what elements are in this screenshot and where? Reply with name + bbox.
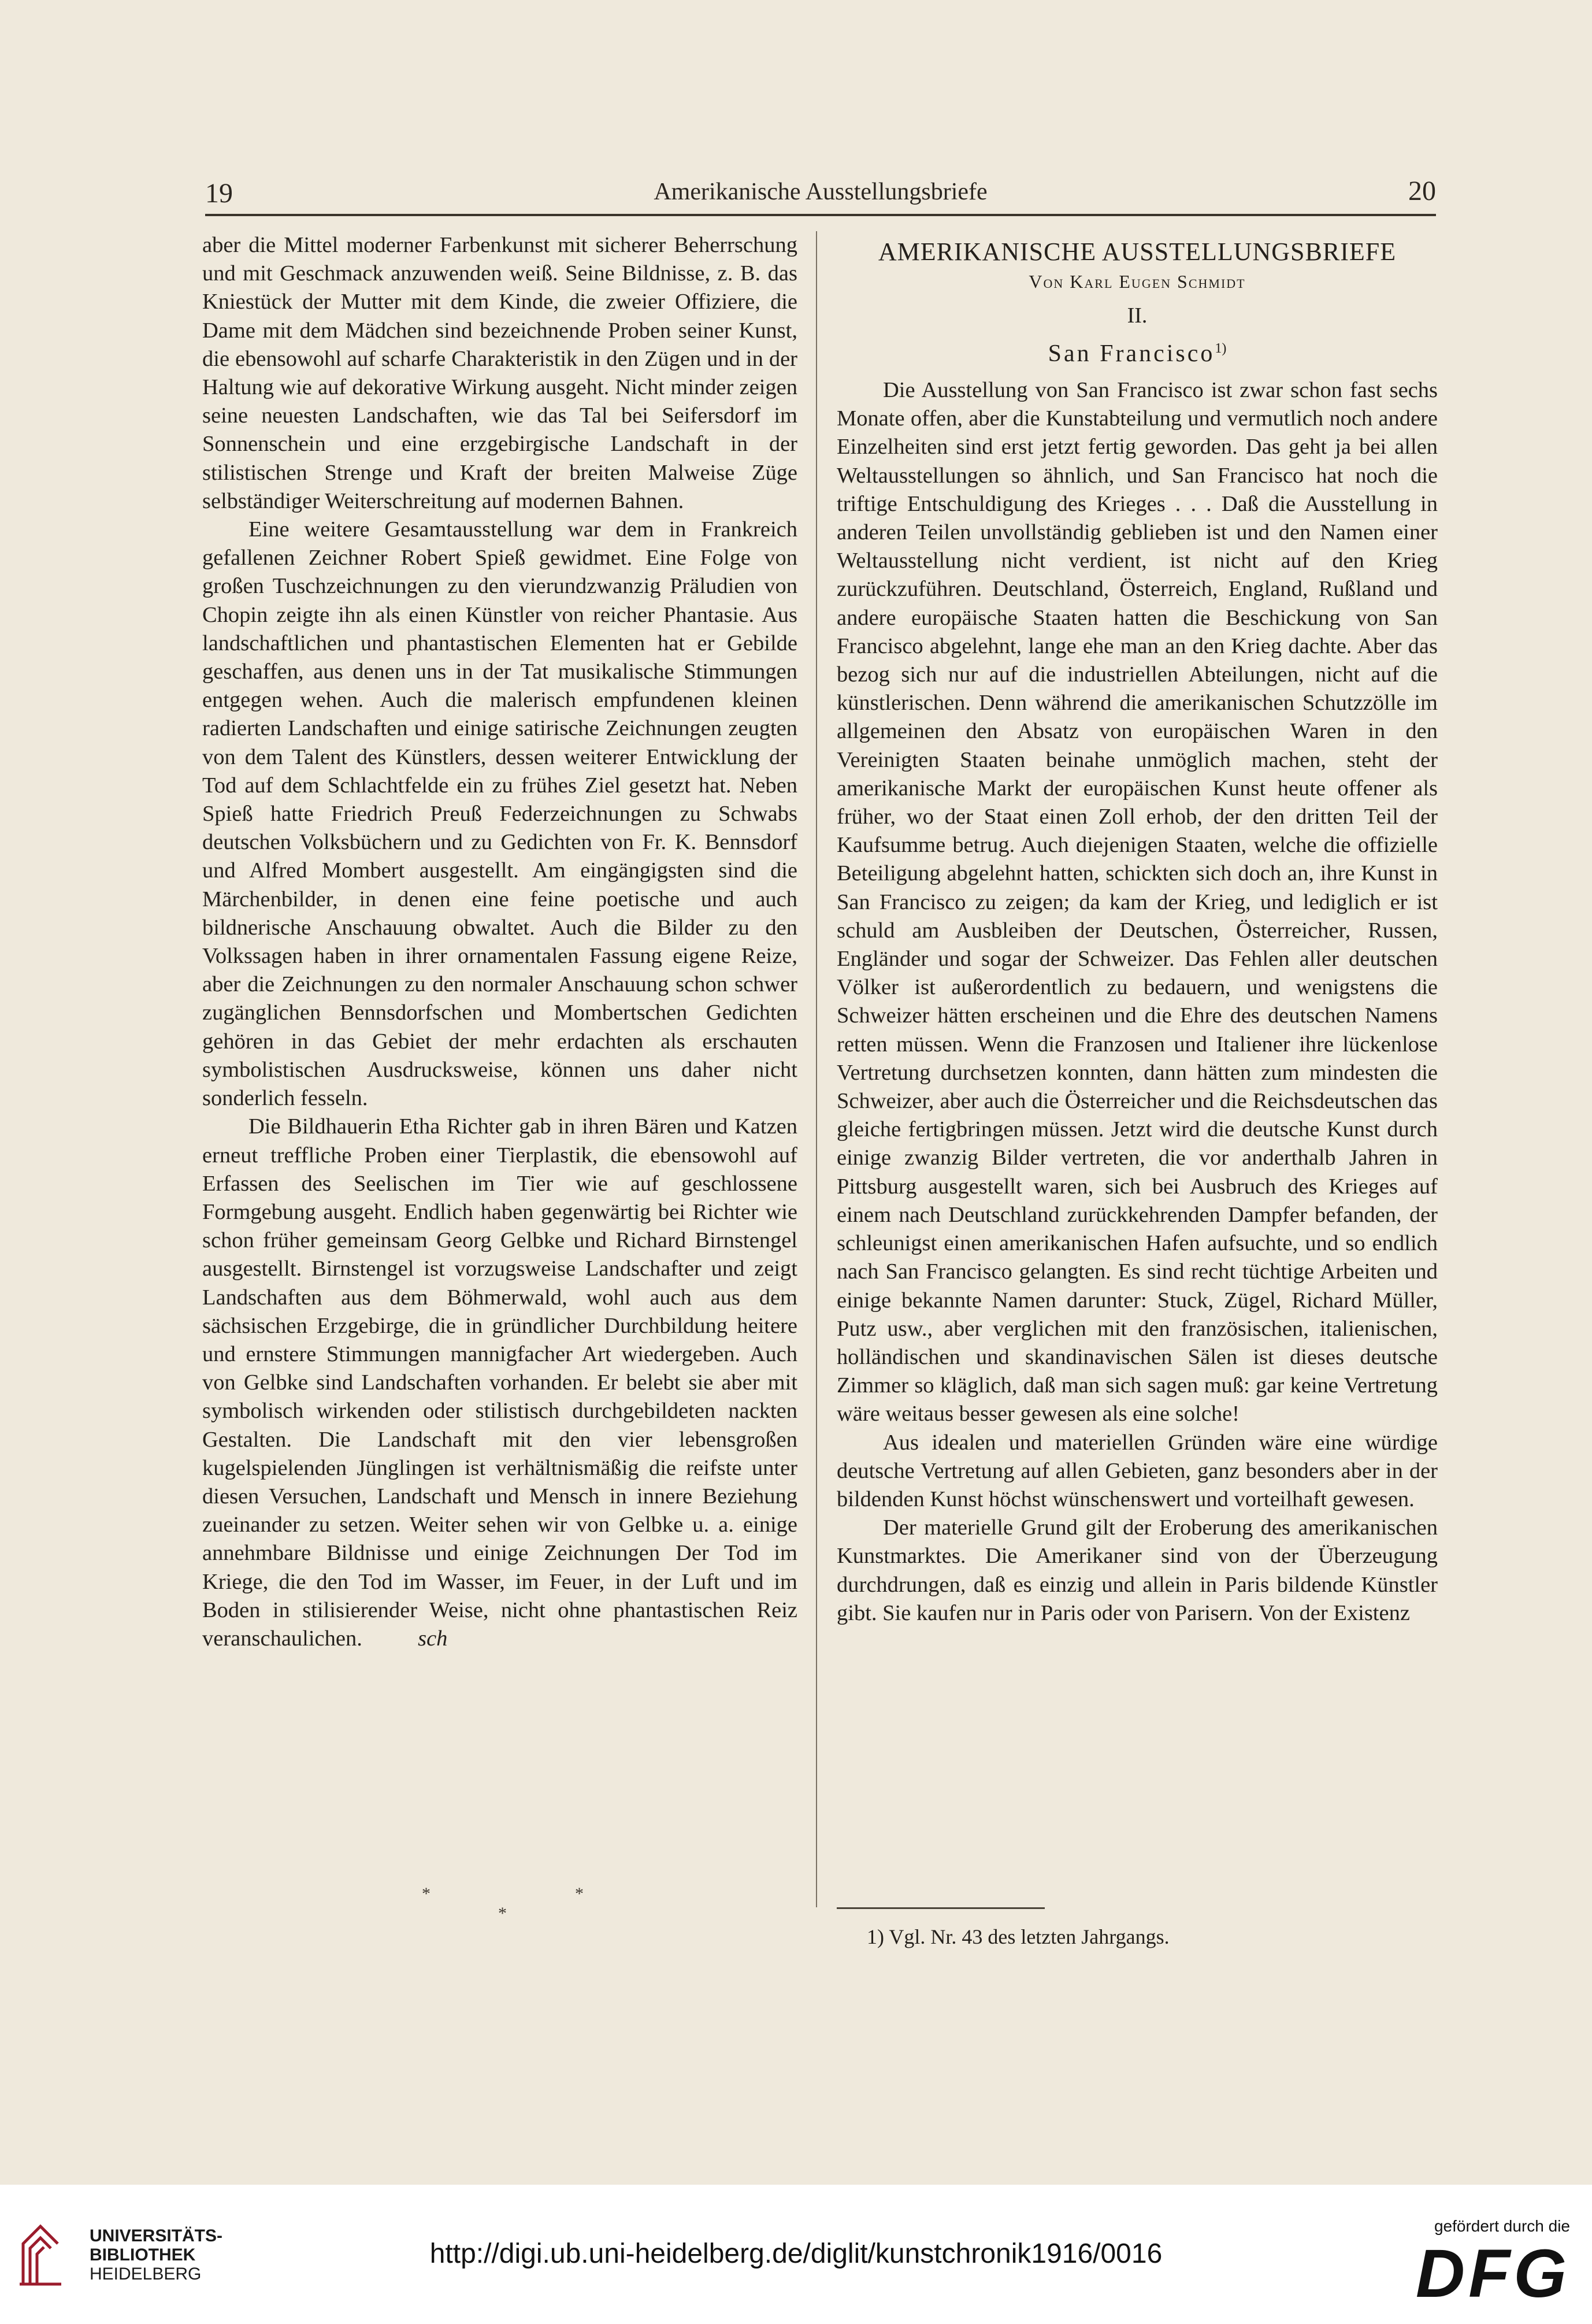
article-part-number: II. [1127,303,1148,328]
library-name-line-3: HEIDELBERG [90,2264,202,2284]
left-column [202,231,797,1653]
column-divider [816,231,817,1907]
right-paragraph-2: Aus idealen und materiellen Gründen wäre eine würdige deutsche Vertretung auf allen Gebieten, ganz besonders aber in der bildenden Kunst höchst wünschenswert und vorteilhaft gewesen. [837,1430,1438,1511]
left-paragraph-3-text: Die Bildhauerin Etha Richter gab in ihren Bären und Katzen erneut treffliche Proben einer Tierplastik, die ebensowohl auf Erfassen des Seelischen im Tier wie auf geschlossene Formgebung ausgeht. Endlich haben gegenwärtig bei Richter wie schon früher gemeinsam Georg Gelbke und Richard Birnstengel ausgestellt. Birnstengel ist vorzugsweise Landschafter und zeigt Landschaften aus dem Böhmerwald, wohl auch aus dem sächsischen Erzgebirge, die in gründlicher Durchbildung heitere und ernstere Stimmungen mannigfacher Art wiedergeben. Auch von Gelbke sind Landschaften vorhanden. Er belebt sie aber mit symbolisch wirkenden oder stilistisch durchgebildeten nackten Gestalten. Die Landschaft mit den vier lebensgroßen kugelspielenden Jünglingen ist verhältnismäßig die reifste unter diesen Versuchen, Landschaft und Mensch in innere Beziehung zueinander zu setzen. Weiter sehen wir von Gelbke u. a. einige annehmbare Bildnisse und einige Zeichnungen Der Tod im Kriege, die den Tod im Wasser, im Feuer, in der Luft und im Boden in stilisierender Weise, nicht ohne phantastischen Reiz veranschaulichen. [202,1114,797,1651]
footnote-rule [837,1907,1045,1909]
funder-label: gefördert durch die [1434,2217,1570,2235]
right-column [837,231,1438,1628]
right-paragraph-3: Der materielle Grund gilt der Eroberung des amerikanischen Kunstmarktes. Die Amerikaner sind von der Überzeugung durchdrungen, daß es einzig und allein in Paris bildende Künstler gibt. Sie kaufen nur in Paris oder von Parisern. Von der Existenz [837,1515,1438,1625]
digitization-footer [0,2185,1592,2324]
section-separator [370,1884,613,1930]
left-paragraph-1: aber die Mittel moderner Farbenkunst mit sicherer Beherrschung und mit Geschmack anzuwenden weiß. Seine Bildnisse, z. B. das Kniestück der Mutter mit dem Kinde, die zweier Offiziere, die Dame mit dem Mädchen sind bezeichnende Proben seiner Kunst, die ebensowohl auf scharfe Charakteristik in den Zügen und in der Haltung wie auf dekorative Wirkung ausgeht. Nicht minder zeigen seine neuesten Landschaften, wie das Tal bei Seifersdorf im Sonnenschein und eine erzgebirgische Landschaft in der stilistischen Strenge und Kraft der breiten Malweise Züge selbständiger Weiterschreitung auf modernen Bahnen. [202,233,797,513]
section-heading [837,332,1438,370]
left-paragraph-3 [202,1113,797,1653]
separator-star-right: * [575,1884,584,1903]
page-number-right: 20 [1408,176,1436,206]
section-heading-text: San Francisco [1048,340,1215,367]
dfg-logo: DFG [1415,2236,1570,2312]
article-title: AMERIKANISCHE AUSSTELLUNGSBRIEFE [878,238,1397,266]
left-paragraph-2: Eine weitere Gesamtausstellung war dem in Frankreich gefallenen Zeichner Robert Spieß gewidmet. Eine Folge von großen Tuschzeichnungen zu den vierundzwanzig Präludien von Chopin zeigte ihn als einen Künstler von reicher Phantasie. Aus landschaftlichen und phantastischen Elementen hat er Gebilde geschaffen, aus denen uns in der Tat musikalische Stimmungen entgegen wehen. Auch die malerisch empfundenen kleinen radierten Landschaften und einige satirische Zeichnungen zeugten von dem Talent des Künstlers, dessen weiterer Entwicklung der Tod auf dem Schlachtfelde ein zu frühes Ziel gesetzt hat. Neben Spieß hatte Friedrich Preuß Federzeichnungen zu Schwabs deutschen Volksbüchern und zu Gedichten von Fr. K. Bennsdorf und Alfred Mombert ausgestellt. Am eingängigsten sind die Märchenbilder, in denen eine feine poetische und auch bildnerische Anschauung obwaltet. Auch die Bilder zu den Volkssagen haben in ihrer ornamentalen Fassung eigene Reize, aber die Zeichnungen zu den normaler Anschauung schon schwer zugänglichen Bennsdorfschen und Mombertschen Gedichten gehören in das Gebiet der mehr erdachten als erschauten symbolistischen Ausdrucksweise, können uns daher nicht sonderlich fesseln. [202,517,797,1111]
footnote-marker: 1) [1215,341,1227,356]
separator-star-left: * [422,1884,431,1903]
library-name-line-1: UNIVERSITÄTS- [90,2226,223,2245]
funder-block [1402,2216,1570,2311]
footnote: 1) Vgl. Nr. 43 des letzten Jahrgangs. [867,1925,1170,1948]
library-name-line-2: BIBLIOTHEK [90,2245,196,2264]
article-byline: Von Karl Eugen Schmidt [1029,271,1246,292]
right-paragraph-1: Die Ausstellung von San Francisco ist zwar schon fast sechs Monate offen, aber die Kunstabteilung und vermutlich noch andere Einzelheiten sind erst jetzt fertig geworden. Das geht ja bei allen Weltausstellungen so ähnlich, und San Francisco hat noch die triftige Entschuldigung des Krieges . . . Daß die Ausstellung in anderen Teilen unvollständig geblieben ist und den Namen einer Weltausstellung nicht verdient, ist nicht auf den Krieg zurückzuführen. Deutschland, Österreich, England, Rußland und andere europäische Staaten hatten die Beschickung von San Francisco abgelehnt, lange ehe man an den Krieg dachte. Aber das bezog sich nur auf die industriellen Abteilungen, nicht auf die künstlerischen. Denn während die amerikanischen Schutzzölle im allgemeinen den Absatz von europäischen Waren in den Vereinigten Staaten beinahe unmöglich machen, steht der amerikanische Markt der europäischen Kunst heute offener als früher, wo der Staat einen Zoll erhob, der den dritten Teil der Kaufsumme betrug. Auch diejenigen Staaten, welche die offizielle Beteiligung abgelehnt hatten, schickten sich doch an, ihre Kunst in San Francisco zu zeigen; da kam der Krieg, und lediglich er ist schuld am Ausbleiben der Deutschen, Österreicher, Russen, Engländer und sogar der Schweizer. Das Fehlen aller deutschen Völker ist außerordentlich zu bedauern, und wenigstens die Schweizer hätten erscheinen und die Ehre des deutschen Namens retten müssen. Wenn die Franzosen und Italiener ihre lückenlose Vertretung durchsetzen konnten, dann hätten zum mindesten die Schweizer, aber auch die Österreicher und die Reichsdeutschen das gleiche fertigbringen müssen. Jetzt wird die deutsche Kunst durch einige zwanzig Bilder vertreten, die vor anderthalb Jahren in Pittsburg ausgestellt waren, sich bei Ausbruch des Krieges auf einem nach Deutschland zurückkehrenden Dampfer befanden, der schleunigst einen amerikanischen Hafen aufsuchte, und so endlich nach San Francisco gelangten. Es sind recht tüchtige Arbeiten und einige bekannte Namen darunter: Stuck, Zügel, Richard Müller, Putz usw., aber verglichen mit den französischen, italienischen, holländischen und skandinavischen Sälen ist dieses deutsche Zimmer so kläglich, daß man sich sagen muß: gar keine Vertretung wäre weitaus besser gewesen als eine solche! [837,378,1438,1426]
running-head [205,168,1436,216]
page-number-left: 19 [205,178,233,209]
author-signature: sch [418,1626,448,1651]
separator-star-bottom: * [498,1904,507,1923]
running-title: Amerikanische Ausstellungsbriefe [654,179,988,205]
source-url-link[interactable]: http://digi.ub.uni-heidelberg.de/diglit/kunstchronik1916/0016 [429,2238,1163,2269]
